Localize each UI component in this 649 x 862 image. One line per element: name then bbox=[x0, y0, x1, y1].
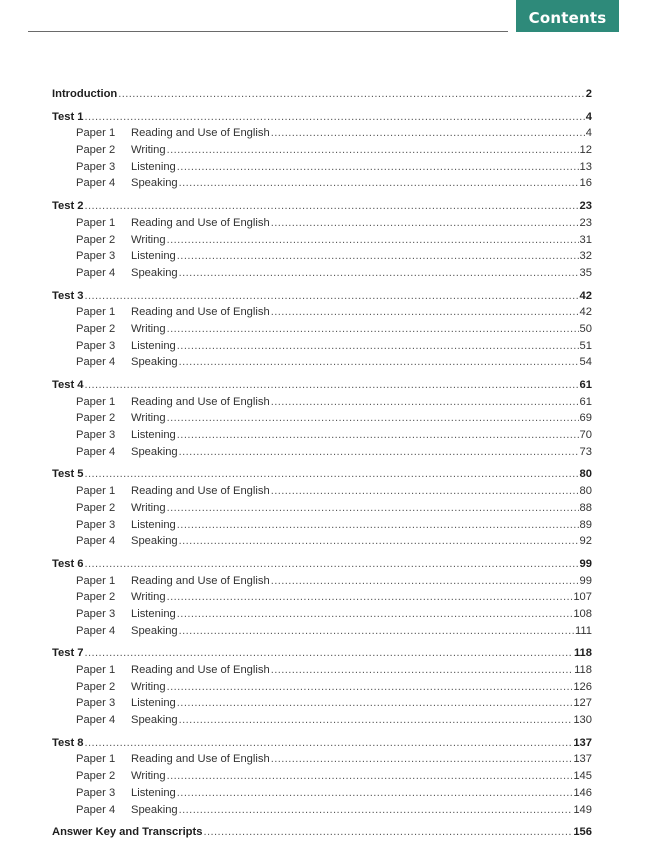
dot-leader bbox=[85, 647, 573, 659]
toc-entry-paper bbox=[52, 144, 592, 161]
test-section bbox=[52, 737, 592, 820]
toc-entry-page: 89 bbox=[579, 518, 592, 531]
paper-title: Listening bbox=[131, 518, 176, 531]
paper-title: Speaking bbox=[131, 803, 178, 816]
dot-leader bbox=[167, 681, 573, 693]
dot-leader bbox=[85, 379, 579, 391]
paper-number: Paper 3 bbox=[76, 607, 116, 620]
toc-entry-test bbox=[52, 737, 592, 754]
toc-entry-page: 12 bbox=[579, 144, 592, 157]
paper-number: Paper 2 bbox=[76, 412, 116, 425]
dot-leader bbox=[203, 826, 572, 838]
dot-leader bbox=[167, 323, 579, 335]
toc-entry-label: Answer Key and Transcripts bbox=[52, 826, 203, 839]
paper-title: Reading and Use of English bbox=[131, 574, 270, 587]
tests-list bbox=[52, 111, 592, 821]
dot-leader bbox=[179, 267, 579, 279]
toc-entry-page: 23 bbox=[579, 200, 592, 213]
toc-entry-test bbox=[52, 558, 592, 575]
dot-leader bbox=[177, 519, 579, 531]
dot-leader bbox=[177, 697, 573, 709]
dot-leader bbox=[85, 111, 585, 123]
paper-title: Speaking bbox=[131, 714, 178, 727]
paper-title: Writing bbox=[131, 770, 166, 783]
paper-number: Paper 1 bbox=[76, 753, 116, 766]
toc-entry-label: Test 7 bbox=[52, 647, 84, 660]
paper-number: Paper 2 bbox=[76, 770, 116, 783]
toc-entry-page: 16 bbox=[579, 177, 592, 190]
dot-leader bbox=[179, 356, 579, 368]
paper-number: Paper 2 bbox=[76, 233, 116, 246]
dot-leader bbox=[167, 234, 579, 246]
paper-title: Reading and Use of English bbox=[131, 485, 270, 498]
contents-tab: Contents bbox=[516, 0, 619, 32]
toc-entry-page: 156 bbox=[573, 826, 592, 839]
paper-title: Reading and Use of English bbox=[131, 753, 270, 766]
toc-entry-paper bbox=[52, 161, 592, 178]
dot-leader bbox=[177, 429, 579, 441]
paper-title: Speaking bbox=[131, 535, 178, 548]
paper-title: Speaking bbox=[131, 356, 178, 369]
dot-leader bbox=[271, 396, 579, 408]
table-of-contents bbox=[52, 88, 592, 843]
toc-entry-label: Test 6 bbox=[52, 557, 84, 570]
toc-entry-paper bbox=[52, 446, 592, 463]
paper-title: Reading and Use of English bbox=[131, 216, 270, 229]
toc-entry-page: 42 bbox=[579, 306, 592, 319]
paper-title: Speaking bbox=[131, 445, 178, 458]
dot-leader bbox=[271, 753, 573, 765]
paper-number: Paper 3 bbox=[76, 697, 116, 710]
toc-entry-page: 73 bbox=[579, 445, 592, 458]
toc-entry-page: 80 bbox=[579, 485, 592, 498]
dot-leader bbox=[271, 127, 585, 139]
paper-number: Paper 1 bbox=[76, 306, 116, 319]
paper-title: Reading and Use of English bbox=[131, 306, 270, 319]
dot-leader bbox=[177, 608, 573, 620]
paper-title: Speaking bbox=[131, 266, 178, 279]
paper-number: Paper 3 bbox=[76, 339, 116, 352]
dot-leader bbox=[85, 468, 579, 480]
toc-entry-label: Test 8 bbox=[52, 736, 84, 749]
dot-leader bbox=[167, 502, 579, 514]
paper-number: Paper 3 bbox=[76, 786, 116, 799]
dot-leader bbox=[177, 340, 579, 352]
dot-leader bbox=[179, 535, 579, 547]
toc-entry-paper bbox=[52, 217, 592, 234]
toc-entry-label: Introduction bbox=[52, 88, 118, 100]
test-section bbox=[52, 111, 592, 194]
toc-entry-paper bbox=[52, 396, 592, 413]
test-section bbox=[52, 647, 592, 730]
toc-entry-label: Test 5 bbox=[52, 468, 84, 481]
toc-entry-page: 54 bbox=[579, 356, 592, 369]
paper-number: Paper 2 bbox=[76, 680, 116, 693]
toc-entry-page: 51 bbox=[579, 339, 592, 352]
dot-leader bbox=[85, 737, 573, 749]
paper-title: Listening bbox=[131, 250, 176, 263]
paper-title: Writing bbox=[131, 322, 166, 335]
toc-entry-page: 61 bbox=[579, 395, 592, 408]
paper-title: Writing bbox=[131, 233, 166, 246]
paper-number: Paper 1 bbox=[76, 485, 116, 498]
paper-number: Paper 2 bbox=[76, 591, 116, 604]
toc-entry-label: Test 4 bbox=[52, 379, 84, 391]
toc-entry-paper bbox=[52, 429, 592, 446]
toc-entry-page: 111 bbox=[574, 624, 592, 637]
toc-entry-page: 35 bbox=[579, 266, 592, 279]
paper-number: Paper 2 bbox=[76, 322, 116, 335]
paper-number: Paper 4 bbox=[76, 714, 116, 727]
paper-title: Reading and Use of English bbox=[131, 395, 270, 408]
test-section bbox=[52, 290, 592, 373]
paper-title: Listening bbox=[131, 429, 176, 442]
test-section bbox=[52, 468, 592, 551]
paper-title: Speaking bbox=[131, 177, 178, 190]
paper-title: Writing bbox=[131, 501, 166, 514]
toc-entry-paper bbox=[52, 519, 592, 536]
paper-title: Writing bbox=[131, 144, 166, 157]
paper-number: Paper 2 bbox=[76, 144, 116, 157]
toc-entry-page: 99 bbox=[579, 557, 592, 570]
toc-entry-paper bbox=[52, 502, 592, 519]
dot-leader bbox=[118, 88, 585, 100]
toc-entry-paper bbox=[52, 608, 592, 625]
toc-entry-paper bbox=[52, 575, 592, 592]
paper-number: Paper 4 bbox=[76, 266, 116, 279]
toc-entry-page: 145 bbox=[573, 770, 592, 783]
toc-entry-page: 118 bbox=[574, 664, 592, 676]
toc-entry-test bbox=[52, 468, 592, 485]
toc-entry-page: 4 bbox=[585, 110, 592, 123]
dot-leader bbox=[167, 770, 573, 782]
paper-number: Paper 1 bbox=[76, 574, 116, 587]
toc-entry-paper bbox=[52, 664, 592, 681]
dot-leader bbox=[271, 485, 579, 497]
toc-entry-paper bbox=[52, 625, 592, 642]
toc-entry-page: 108 bbox=[573, 607, 592, 620]
paper-number: Paper 3 bbox=[76, 160, 116, 173]
toc-entry-page: 88 bbox=[579, 501, 592, 514]
toc-entry-paper bbox=[52, 356, 592, 373]
toc-entry-label: Test 1 bbox=[52, 110, 84, 123]
paper-title: Reading and Use of English bbox=[131, 664, 270, 676]
paper-title: Writing bbox=[131, 591, 166, 604]
dot-leader bbox=[177, 161, 579, 173]
toc-entry-page: 2 bbox=[585, 88, 592, 100]
paper-title: Listening bbox=[131, 786, 176, 799]
paper-title: Speaking bbox=[131, 624, 178, 637]
dot-leader bbox=[85, 200, 579, 212]
toc-entry-paper bbox=[52, 787, 592, 804]
toc-entry-label: Test 3 bbox=[52, 289, 84, 302]
toc-entry-paper bbox=[52, 681, 592, 698]
dot-leader bbox=[177, 250, 579, 262]
paper-title: Reading and Use of English bbox=[131, 127, 270, 140]
dot-leader bbox=[271, 217, 579, 229]
toc-entry-page: 80 bbox=[579, 468, 592, 481]
paper-number: Paper 1 bbox=[76, 216, 116, 229]
toc-entry-test bbox=[52, 111, 592, 128]
toc-entry-paper bbox=[52, 250, 592, 267]
toc-entry-page: 137 bbox=[573, 736, 592, 749]
paper-number: Paper 4 bbox=[76, 177, 116, 190]
paper-number: Paper 4 bbox=[76, 356, 116, 369]
toc-entry-paper bbox=[52, 804, 592, 821]
toc-entry-test bbox=[52, 379, 592, 396]
paper-number: Paper 2 bbox=[76, 501, 116, 514]
toc-entry-introduction bbox=[52, 88, 592, 105]
paper-number: Paper 3 bbox=[76, 429, 116, 442]
toc-entry-page: 92 bbox=[579, 535, 592, 548]
toc-entry-paper bbox=[52, 234, 592, 251]
toc-entry-page: 61 bbox=[579, 379, 592, 391]
toc-entry-page: 137 bbox=[573, 753, 592, 766]
toc-entry-paper bbox=[52, 591, 592, 608]
dot-leader bbox=[179, 804, 573, 816]
toc-entry-paper bbox=[52, 306, 592, 323]
paper-title: Listening bbox=[131, 160, 176, 173]
toc-entry-page: 149 bbox=[573, 803, 592, 816]
dot-leader bbox=[271, 306, 579, 318]
toc-entry-paper bbox=[52, 697, 592, 714]
toc-entry-page: 126 bbox=[573, 680, 592, 693]
header-rule bbox=[28, 31, 508, 32]
toc-entry-paper bbox=[52, 323, 592, 340]
paper-title: Writing bbox=[131, 680, 166, 693]
test-section bbox=[52, 379, 592, 462]
paper-number: Paper 4 bbox=[76, 803, 116, 816]
dot-leader bbox=[167, 412, 579, 424]
toc-entry-page: 70 bbox=[579, 429, 592, 442]
dot-leader bbox=[167, 591, 573, 603]
toc-entry-paper bbox=[52, 485, 592, 502]
dot-leader bbox=[177, 787, 573, 799]
toc-entry-page: 42 bbox=[579, 289, 592, 302]
dot-leader bbox=[179, 714, 573, 726]
paper-number: Paper 4 bbox=[76, 445, 116, 458]
paper-number: Paper 1 bbox=[76, 395, 116, 408]
toc-entry-page: 4 bbox=[585, 127, 592, 140]
toc-entry-label: Test 2 bbox=[52, 200, 84, 213]
toc-entry-test bbox=[52, 647, 592, 664]
dot-leader bbox=[85, 558, 579, 570]
toc-entry-page: 23 bbox=[579, 216, 592, 229]
paper-number: Paper 3 bbox=[76, 518, 116, 531]
paper-number: Paper 3 bbox=[76, 250, 116, 263]
toc-entry-page: 130 bbox=[573, 714, 592, 727]
toc-entry-paper bbox=[52, 714, 592, 731]
toc-entry-page: 146 bbox=[573, 786, 592, 799]
paper-title: Listening bbox=[131, 339, 176, 352]
paper-number: Paper 4 bbox=[76, 624, 116, 637]
paper-number: Paper 1 bbox=[76, 127, 116, 140]
dot-leader bbox=[179, 177, 579, 189]
toc-entry-paper bbox=[52, 127, 592, 144]
dot-leader bbox=[271, 664, 573, 676]
paper-number: Paper 1 bbox=[76, 664, 116, 676]
dot-leader bbox=[179, 446, 579, 458]
toc-entry-answer-key bbox=[52, 826, 592, 843]
toc-entry-page: 32 bbox=[579, 250, 592, 263]
toc-entry-paper bbox=[52, 267, 592, 284]
paper-title: Listening bbox=[131, 607, 176, 620]
toc-entry-page: 31 bbox=[579, 233, 592, 246]
toc-entry-test bbox=[52, 290, 592, 307]
paper-title: Listening bbox=[131, 697, 176, 710]
toc-entry-test bbox=[52, 200, 592, 217]
toc-entry-paper bbox=[52, 340, 592, 357]
dot-leader bbox=[271, 575, 579, 587]
toc-entry-page: 107 bbox=[573, 591, 592, 604]
dot-leader bbox=[167, 144, 579, 156]
toc-entry-page: 13 bbox=[579, 160, 592, 173]
toc-entry-paper bbox=[52, 753, 592, 770]
test-section bbox=[52, 200, 592, 283]
toc-entry-page: 118 bbox=[573, 647, 592, 660]
toc-entry-paper bbox=[52, 535, 592, 552]
dot-leader bbox=[85, 290, 579, 302]
toc-entry-page: 99 bbox=[579, 574, 592, 587]
toc-entry-page: 127 bbox=[573, 697, 592, 710]
toc-entry-paper bbox=[52, 770, 592, 787]
test-section bbox=[52, 558, 592, 641]
paper-number: Paper 4 bbox=[76, 535, 116, 548]
toc-entry-paper bbox=[52, 412, 592, 429]
paper-title: Writing bbox=[131, 412, 166, 425]
toc-entry-paper bbox=[52, 177, 592, 194]
toc-entry-page: 50 bbox=[579, 322, 592, 335]
dot-leader bbox=[179, 625, 574, 637]
toc-entry-page: 69 bbox=[579, 412, 592, 425]
